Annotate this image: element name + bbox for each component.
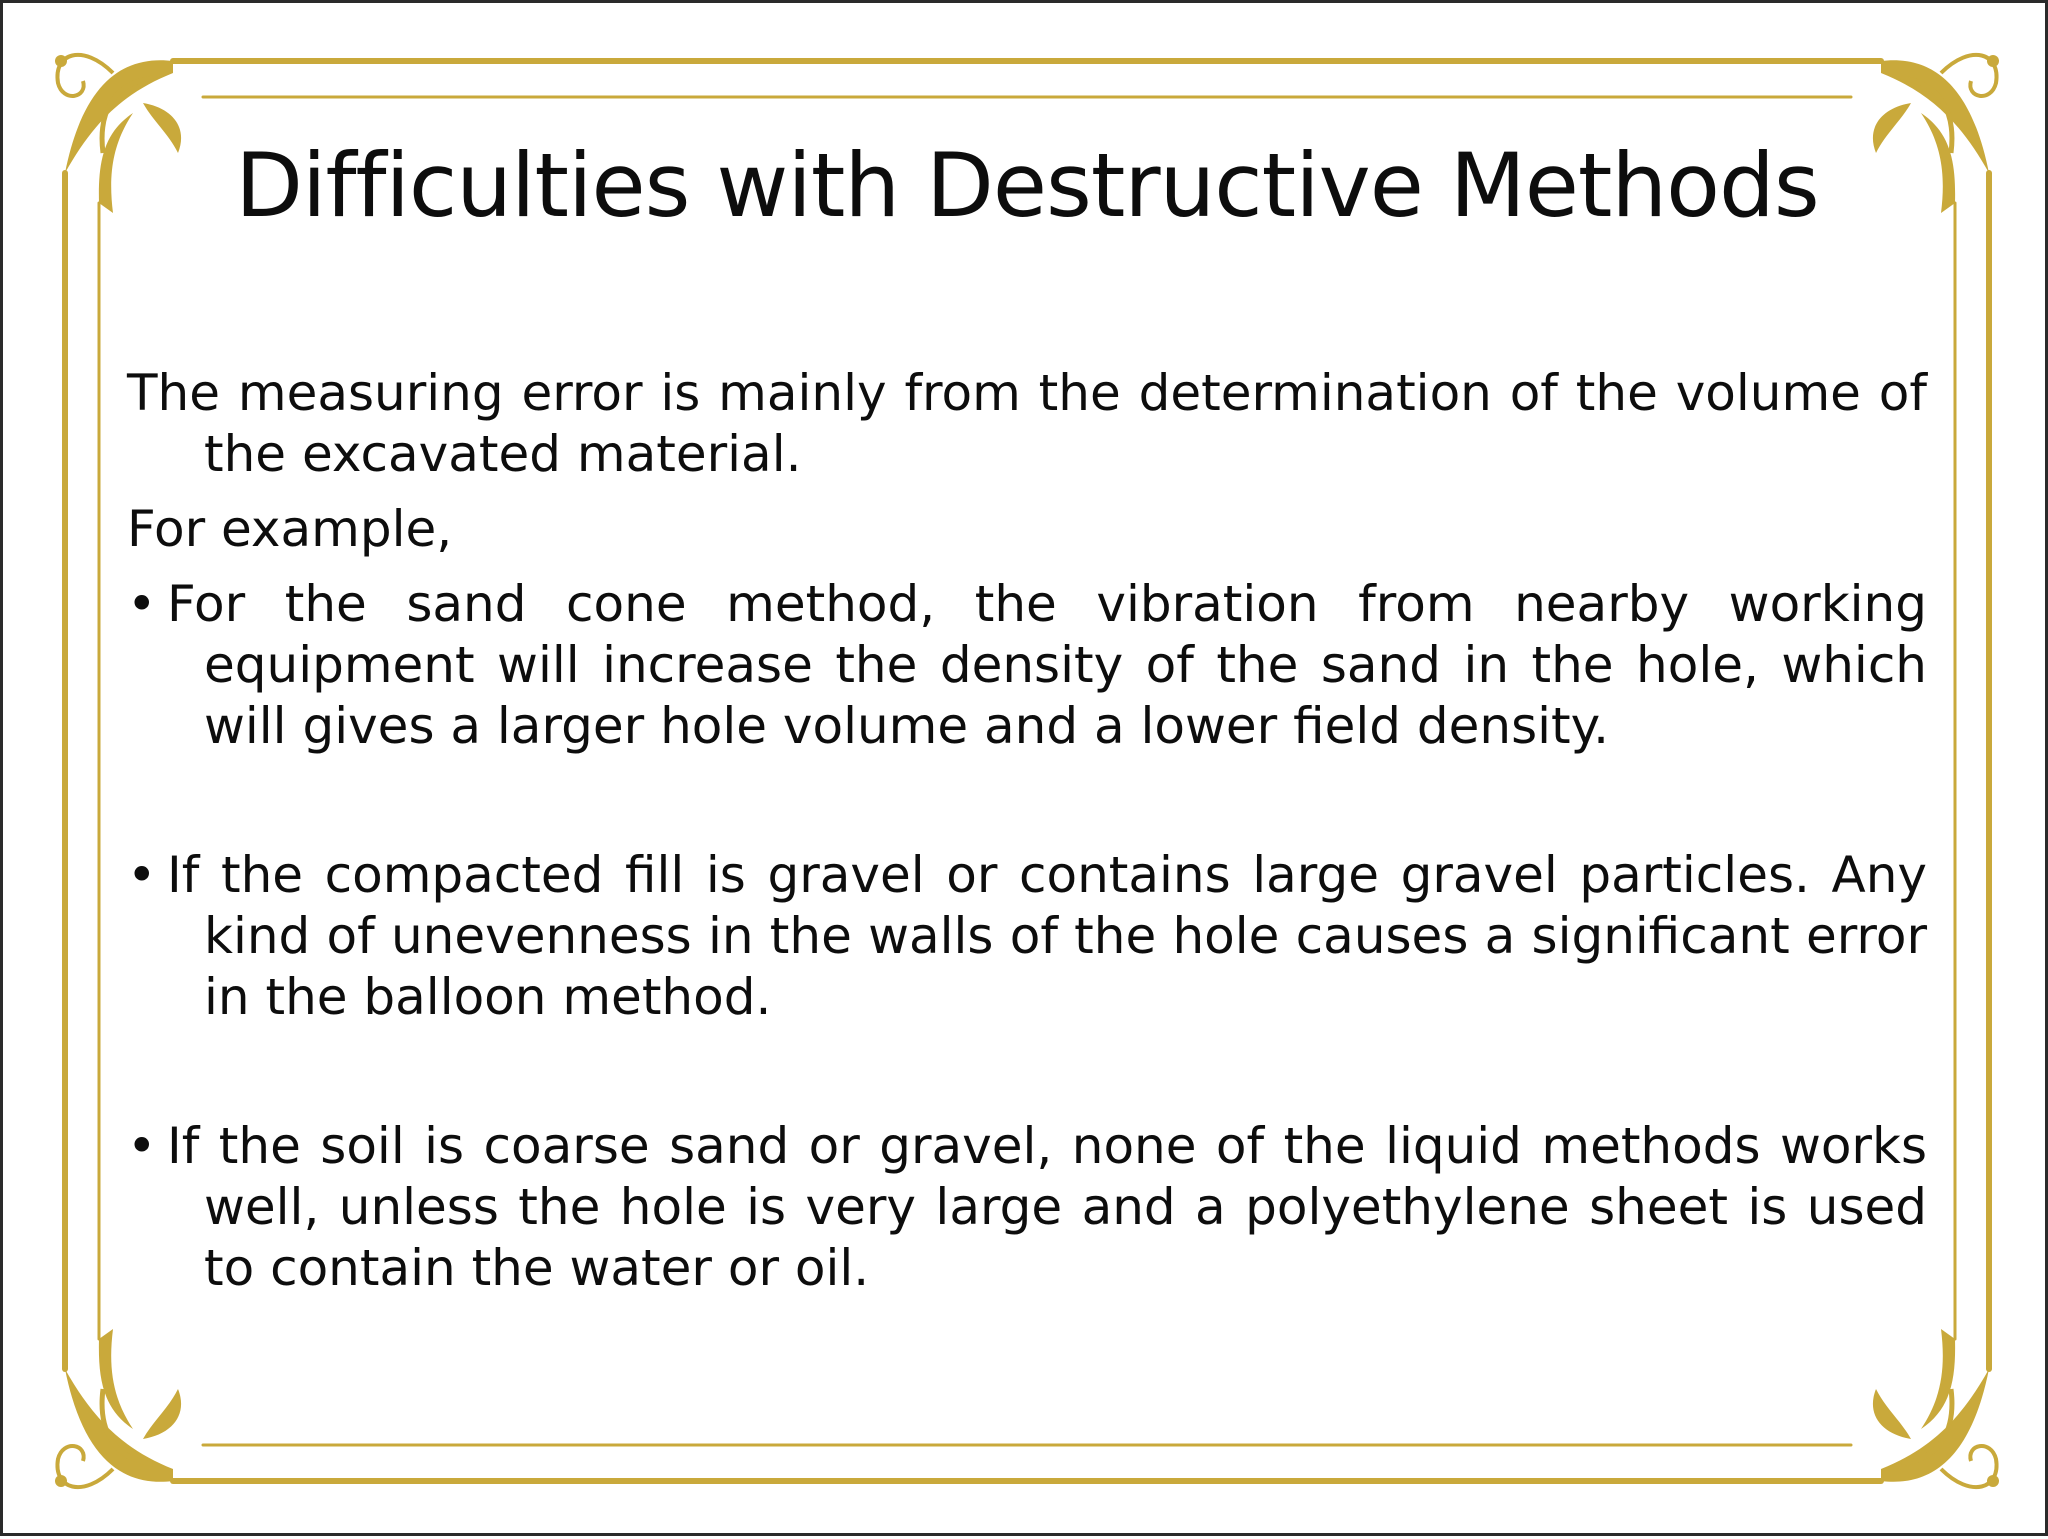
- example-label: For example,: [127, 500, 453, 558]
- bullet-item-balloon: [127, 845, 1927, 1028]
- bullet-item-liquid: [127, 1116, 1927, 1299]
- slide-body: [127, 363, 1927, 1299]
- bullet-text: If the compacted fill is gravel or contains large gravel particles. Any kind of unevenness in the walls of the hole causes a significant error in the balloon method.: [167, 846, 1927, 1026]
- intro-paragraph: The measuring error is mainly from the determination of the volume of the excavated material.: [127, 364, 1927, 483]
- bullet-icon: •: [127, 575, 157, 633]
- corner-ornament-bottom-left: [55, 1329, 181, 1487]
- bullet-icon: •: [127, 846, 157, 904]
- bullet-text: For the sand cone method, the vibration from nearby working equipment will increase the density of the sand in the hole, which will gives a larger hole volume and a lower field density.: [167, 575, 1927, 755]
- bullet-icon: •: [127, 1117, 157, 1175]
- bullet-item-sand-cone: [127, 574, 1927, 757]
- slide-title: Difficulties with Destructive Methods: [235, 134, 1819, 237]
- bullet-text: If the soil is coarse sand or gravel, none of the liquid methods works well, unless the hole is very large and a polyethylene sheet is used to contain the water or oil.: [167, 1117, 1927, 1297]
- corner-ornament-bottom-right: [1873, 1329, 1999, 1487]
